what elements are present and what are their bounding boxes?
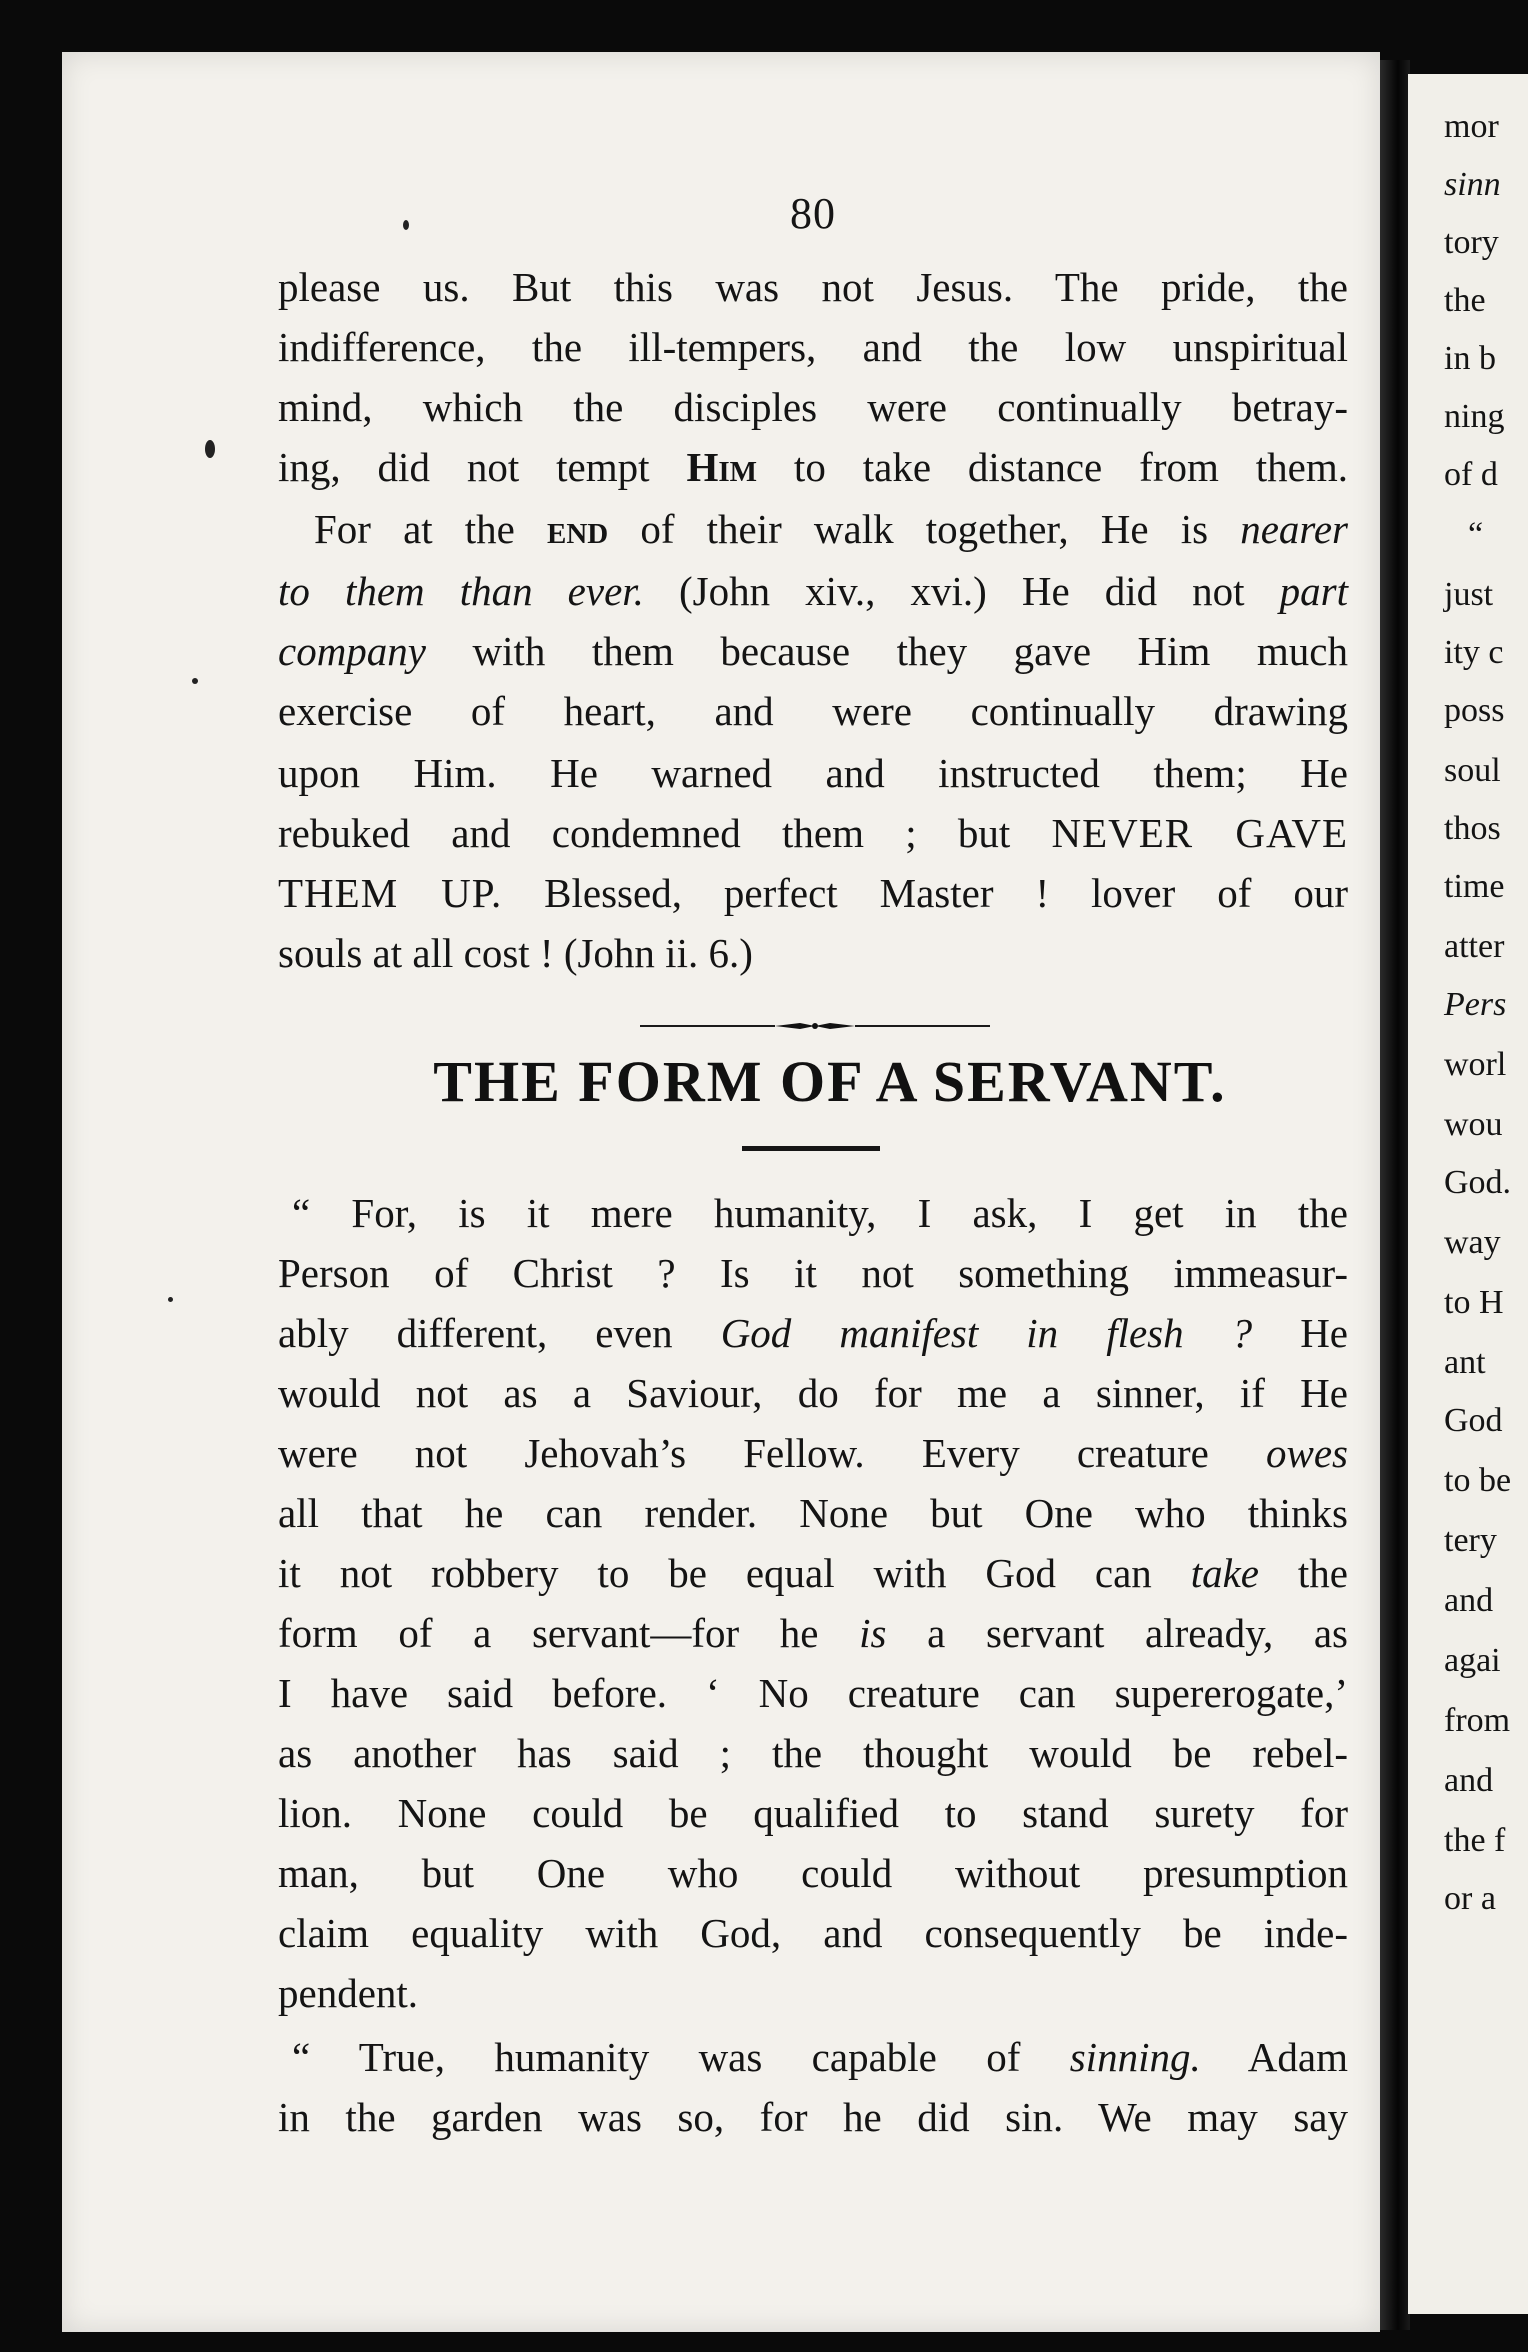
caps-run: THEM UP.: [278, 870, 503, 916]
facing-line: Pers: [1444, 986, 1507, 1023]
small-caps-him: Him: [686, 444, 758, 490]
text-line: upon Him. He warned and instructed them; He: [278, 750, 1348, 796]
text-run: it not robbery to be equal with God can: [278, 1550, 1191, 1596]
title-underline-rule: [742, 1146, 880, 1151]
text-run: to take distance from them.: [757, 444, 1349, 490]
text-run: Adam: [1200, 2034, 1349, 2080]
text-line: mind, which the disciples were continually betray-: [278, 384, 1348, 430]
italic-run: God manifest in flesh ?: [720, 1310, 1253, 1356]
italic-run: nearer: [1240, 506, 1348, 552]
facing-line: mor: [1444, 108, 1499, 145]
facing-line: the: [1444, 282, 1486, 319]
text-line: pendent.: [278, 1970, 419, 2016]
facing-line: thos: [1444, 810, 1501, 847]
facing-line: the f: [1444, 1822, 1506, 1859]
text-line: [278, 2032, 1348, 2082]
page-number: 80: [790, 189, 836, 238]
facing-line: and: [1444, 1582, 1494, 1619]
facing-line: tery: [1444, 1522, 1497, 1559]
text-run: ably different, even: [278, 1310, 721, 1356]
text-line: [278, 1608, 1348, 1658]
facing-line: worl: [1444, 1046, 1507, 1083]
text-line: souls at all cost ! (John ii. 6.): [278, 930, 753, 976]
text-line: man, but One who could without presumption: [278, 1850, 1348, 1896]
facing-line: or a: [1444, 1880, 1496, 1917]
facing-line: time: [1444, 868, 1505, 905]
text-run: (John xiv., xvi.) He did not: [643, 568, 1280, 614]
text-line: [278, 504, 1348, 554]
facing-line: sinn: [1444, 166, 1501, 203]
text-run: the: [1259, 1550, 1349, 1596]
text-line: indifference, the ill-tempers, and the low unspiritual: [278, 324, 1348, 370]
facing-line: ning: [1444, 398, 1505, 435]
text-line: Person of Christ ? Is it not something immeasur-: [278, 1250, 1348, 1296]
ink-speck: [403, 220, 409, 230]
facing-line: “: [1468, 516, 1484, 553]
text-line: [278, 1548, 1348, 1598]
ink-speck: [192, 678, 198, 684]
text-line: I have said before. ‘ No creature can supererogate,’: [278, 1670, 1348, 1716]
ink-speck: [205, 440, 215, 458]
text-run: He: [1252, 1310, 1348, 1356]
small-caps-end: end: [547, 506, 609, 552]
italic-run: is: [859, 1610, 887, 1656]
text-line: [278, 868, 1348, 918]
text-run: “ True, humanity was capable of: [292, 2034, 1070, 2080]
text-run: with them because they gave Him much: [426, 628, 1348, 674]
text-line: please us. But this was not Jesus. The pride, the: [278, 264, 1348, 310]
text-line: as another has said ; the thought would be rebel-: [278, 1730, 1348, 1776]
text-line: all that he can render. None but One who thinks: [278, 1490, 1348, 1536]
text-run: were not Jehovah’s Fellow. Every creature: [278, 1430, 1266, 1476]
text-run: Blessed, perfect Master ! lover of our: [502, 870, 1348, 916]
section-title: THE FORM OF A SERVANT.: [433, 1049, 1227, 1114]
facing-line: of d: [1444, 456, 1498, 493]
italic-run: company: [278, 628, 427, 674]
text-line: lion. None could be qualified to stand surety for: [278, 1790, 1348, 1836]
text-run: ing, did not tempt: [278, 444, 687, 490]
facing-line: poss: [1444, 692, 1505, 729]
facing-line: tory: [1444, 224, 1499, 261]
facing-line: to be: [1444, 1462, 1512, 1499]
text-line: exercise of heart, and were continually drawing: [278, 688, 1348, 734]
text-run: a servant already, as: [886, 1610, 1348, 1656]
text-line: [278, 1428, 1348, 1478]
italic-run: sinning.: [1069, 2034, 1201, 2080]
caps-run: NEVER GAVE: [1051, 810, 1348, 856]
facing-line: atter: [1444, 928, 1505, 965]
text-line: would not as a Saviour, do for me a sinner, if He: [278, 1370, 1348, 1416]
ink-speck: [168, 1297, 173, 1302]
facing-line: from: [1444, 1702, 1511, 1739]
ornament-divider: [640, 1022, 990, 1030]
text-run: For at the: [314, 506, 548, 552]
text-line: [278, 626, 1348, 676]
facing-line: just: [1444, 576, 1494, 613]
italic-run: part: [1279, 568, 1348, 614]
facing-page-fragment: [1408, 74, 1528, 2314]
text-line: [278, 442, 1348, 492]
facing-line: and: [1444, 1762, 1494, 1799]
facing-line: God.: [1444, 1164, 1512, 1201]
text-line: “ For, is it mere humanity, I ask, I get in the: [292, 1190, 1348, 1236]
facing-line: agai: [1444, 1642, 1501, 1679]
italic-run: owes: [1266, 1430, 1348, 1476]
italic-run: to them than ever.: [278, 568, 644, 614]
facing-line: wou: [1444, 1106, 1503, 1143]
text-line: [278, 1308, 1348, 1358]
text-line: [278, 566, 1348, 616]
text-run: rebuked and condemned them ; but: [278, 810, 1052, 856]
text-line: [278, 808, 1348, 858]
book-spine-shadow: [1380, 60, 1410, 2330]
facing-line: in b: [1444, 340, 1496, 377]
facing-line: way: [1444, 1224, 1501, 1261]
facing-line: to H: [1444, 1284, 1504, 1321]
facing-line: ity c: [1444, 634, 1504, 671]
text-run: of their walk together, He is: [608, 506, 1241, 552]
text-line: claim equality with God, and consequently be inde-: [278, 1910, 1348, 1956]
text-run: form of a servant—for he: [278, 1610, 860, 1656]
facing-line: God: [1444, 1402, 1503, 1439]
italic-run: take: [1190, 1550, 1259, 1596]
text-line: in the garden was so, for he did sin. We may say: [278, 2094, 1348, 2140]
facing-line: soul: [1444, 752, 1501, 789]
facing-line: ant: [1444, 1344, 1486, 1381]
